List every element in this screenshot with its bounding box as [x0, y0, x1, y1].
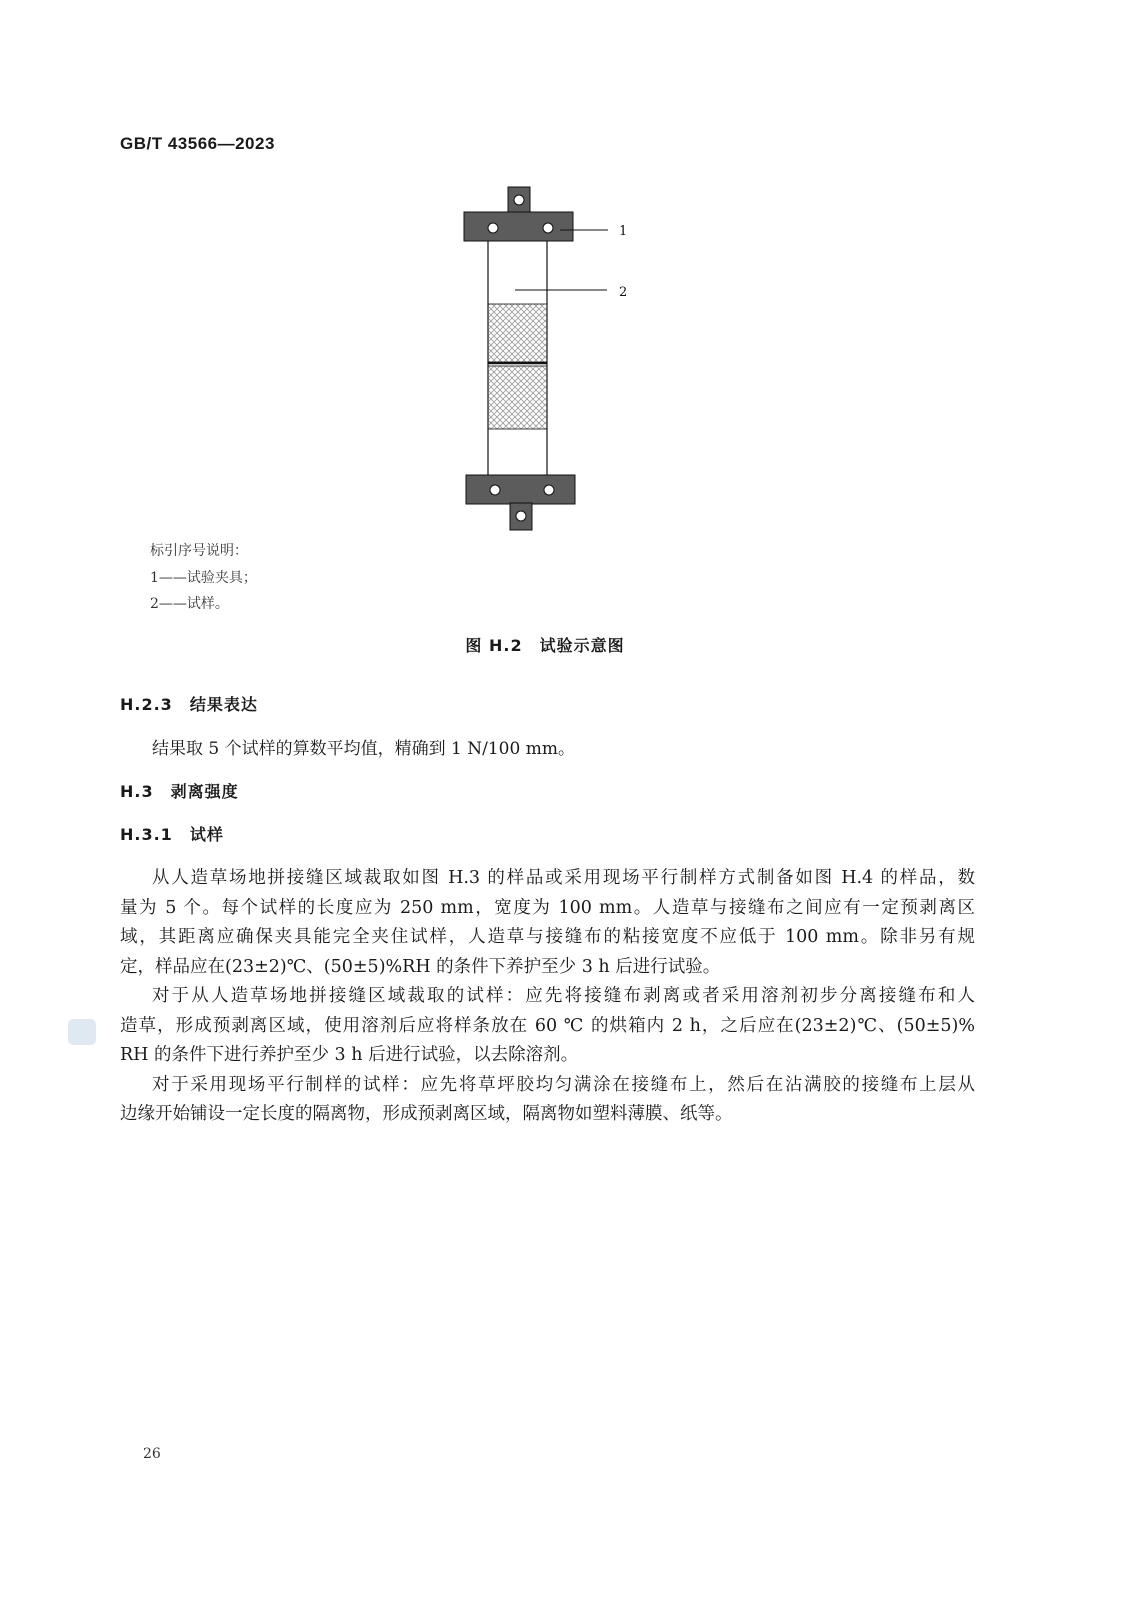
figure-legend — [150, 538, 257, 618]
clamp-hole — [543, 223, 553, 233]
clamp-hole — [544, 485, 554, 495]
legend-item: 1——试验夹具； — [150, 569, 257, 586]
top-clamp — [464, 212, 573, 241]
section-body-h3-1 — [120, 864, 975, 1130]
clamp-hole — [490, 485, 500, 495]
callout-label-2: 2 — [619, 285, 628, 300]
section-heading-h2-3: H.2.3 结果表达 — [120, 695, 258, 714]
figure-caption: 图 H.2 试验示意图 — [465, 636, 625, 655]
section-heading-h3: H.3 剥离强度 — [120, 782, 239, 801]
callout-label-1: 1 — [619, 224, 628, 239]
standard-code: GB/T 43566—2023 — [120, 134, 275, 153]
legend-item: 2——试样。 — [150, 596, 229, 612]
watermark-logo — [68, 1019, 96, 1045]
text-line: 造草，形成预剥离区域，使用溶剂后应将样条放在 60 ℃ 的烘箱内 2 h，之后应在(23±2)℃、(50±5)% — [120, 1015, 975, 1036]
paragraph: 结果取 5 个试样的算数平均值，精确到 1 N/100 mm。 — [152, 739, 575, 759]
text-line: 量为 5 个。每个试样的长度应为 250 mm，宽度为 100 mm。人造草与接缝布之间应有一定预剥离区 — [120, 897, 975, 918]
section-heading-h3-1: H.3.1 试样 — [120, 825, 224, 844]
bottom-clamp — [466, 475, 575, 504]
clamp-hole — [514, 195, 524, 205]
specimen-bonded-region-lower — [488, 366, 547, 429]
clamp-hole — [488, 223, 498, 233]
clamp-hole — [516, 511, 526, 521]
text-line: 从人造草场地拼接缝区域裁取如图 H.3 的样品或采用现场平行制样方式制备如图 H.4 的样品，数 — [152, 868, 975, 888]
text-line: 边缘开始铺设一定长度的隔离物，形成预剥离区域，隔离物如塑料薄膜、纸等。 — [120, 1104, 733, 1124]
text-line: 对于从人造草场地拼接缝区域裁取的试样：应先将接缝布剥离或者采用溶剂初步分离接缝布和人 — [152, 986, 975, 1006]
specimen-bonded-region-upper — [488, 304, 547, 362]
test-setup-diagram — [440, 180, 640, 540]
legend-title: 标引序号说明： — [150, 543, 248, 559]
text-line: RH 的条件下进行养护至少 3 h 后进行试验，以去除溶剂。 — [120, 1045, 579, 1065]
page-number: 26 — [143, 1446, 161, 1462]
text-line: 定，样品应在(23±2)℃、(50±5)%RH 的条件下养护至少 3 h 后进行试验。 — [120, 956, 721, 977]
text-line: 域，其距离应确保夹具能完全夹住试样，人造草与接缝布的粘接宽度不应低于 100 mm。除非另有规 — [120, 927, 975, 947]
text-line: 对于采用现场平行制样的试样：应先将草坪胶均匀满涂在接缝布上，然后在沾满胶的接缝布上层从 — [152, 1074, 975, 1095]
